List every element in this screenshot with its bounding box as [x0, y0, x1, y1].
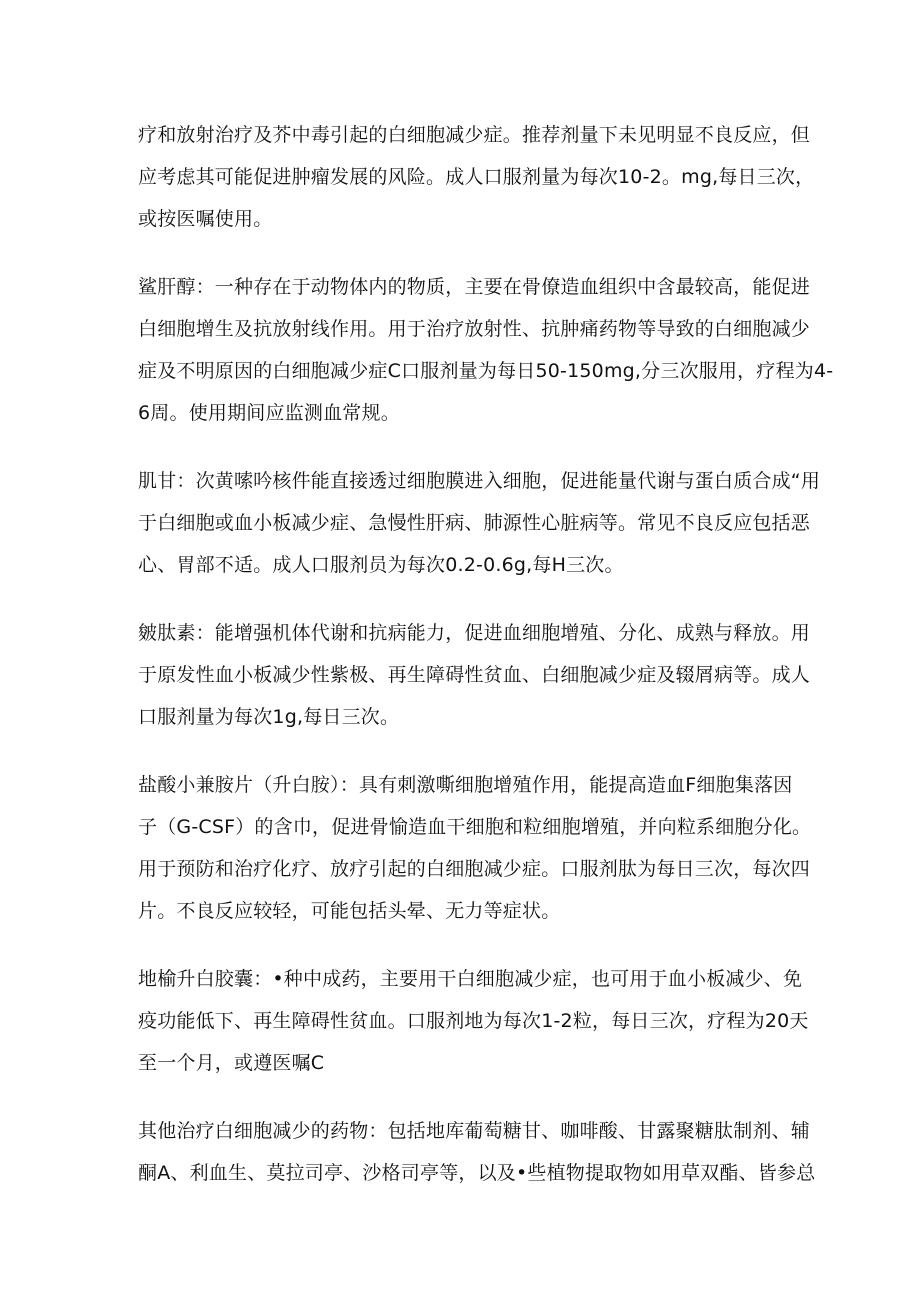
- text-line: 白细胞增生及抗放射线作用。用于治疗放射性、抗肿痛药物等导致的白细胞减少: [138, 318, 811, 340]
- text-line: 片。不良反应较轻，可能包括头晕、无力等症状。: [138, 900, 561, 922]
- paragraph-shark-liver-alcohol: [138, 266, 834, 434]
- paragraph-diyu-capsule: [138, 958, 809, 1084]
- text-line: 皴肽素：能增强机体代谢和抗病能力，促进血细胞增殖、分化、成熟与释放。用: [138, 622, 811, 644]
- text-line: 疫功能低下、再生障碍性贫血。口服剂地为每次1-2粒，每日三次，疗程为20天: [138, 1010, 809, 1032]
- paragraph-continuation: [138, 114, 815, 240]
- text-line: 症及不明原因的白细胞减少症C口服剂量为每日50-150mg,分三次服用，疗程为4-: [138, 360, 834, 382]
- paragraph-inosine: [138, 460, 821, 586]
- text-line: 酮A、利血生、莫拉司亭、沙格司亭等，以及•些植物提取物如用草双酯、皆参总: [138, 1162, 816, 1184]
- document-page: [138, 114, 834, 1220]
- paragraph-berbamine: [138, 764, 812, 932]
- text-line: 应考虑其可能促进肿瘤发展的风险。成人口服剂量为每次10-2。mg,每日三次，: [138, 166, 815, 188]
- text-line: 于白细胞或血小板减少症、急慢性肝病、肺源性心脏病等。常见不良反应包括恶: [138, 512, 811, 534]
- text-line: 其他治疗白细胞减少的药物：包括地库葡萄糖甘、咖啡酸、甘露聚糖肽制剂、辅: [138, 1120, 811, 1142]
- text-line: 于原发性血小板减少性紫极、再生障碍性贫血、白细胞减少症及辍屑病等。成人: [138, 664, 811, 686]
- text-line: 子（G-CSF）的含巾，促进骨愉造血干细胞和粒细胞增殖，并向粒系细胞分化。: [138, 816, 812, 838]
- text-line: 用于预防和治疗化疗、放疗引起的白细胞减少症。口服剂肽为每日三次，每次四: [138, 858, 811, 880]
- text-line: 疗和放射治疗及芥中毒引起的白细胞减少症。推荐剂量下未见明显不良反应，但: [138, 124, 811, 146]
- text-line: 心、胃部不适。成人口服剂员为每次0.2-0.6g,每H三次。: [138, 554, 624, 576]
- text-line: 或按医嘱使用。: [138, 208, 273, 230]
- text-line: 地榆升白胶囊：•种中成药，主要用干白细胞减少症，也可用于血小板减少、免: [138, 968, 803, 990]
- paragraph-peptide: [138, 612, 811, 738]
- text-line: 肌甘：次黄嗦吟核件能直接透过细胞膜进入细胞，促进能量代谢与蛋白质合成“用: [138, 470, 821, 492]
- text-line: 口服剂量为每次1g,每日三次。: [138, 706, 400, 728]
- paragraph-other-drugs: [138, 1110, 816, 1194]
- text-line: 至一个月，或遵医嘱C: [138, 1052, 325, 1074]
- text-line: 6周。使用期间应监测血常规。: [138, 402, 400, 424]
- text-line: 鲨肝醇：一种存在于动物体内的物质，主要在骨僚造血组织中含最较高，能促进: [138, 276, 811, 298]
- text-line: 盐酸小兼胺片（升白胺）：具有刺激嘶细胞增殖作用，能提高造血F细胞集落因: [138, 774, 793, 796]
